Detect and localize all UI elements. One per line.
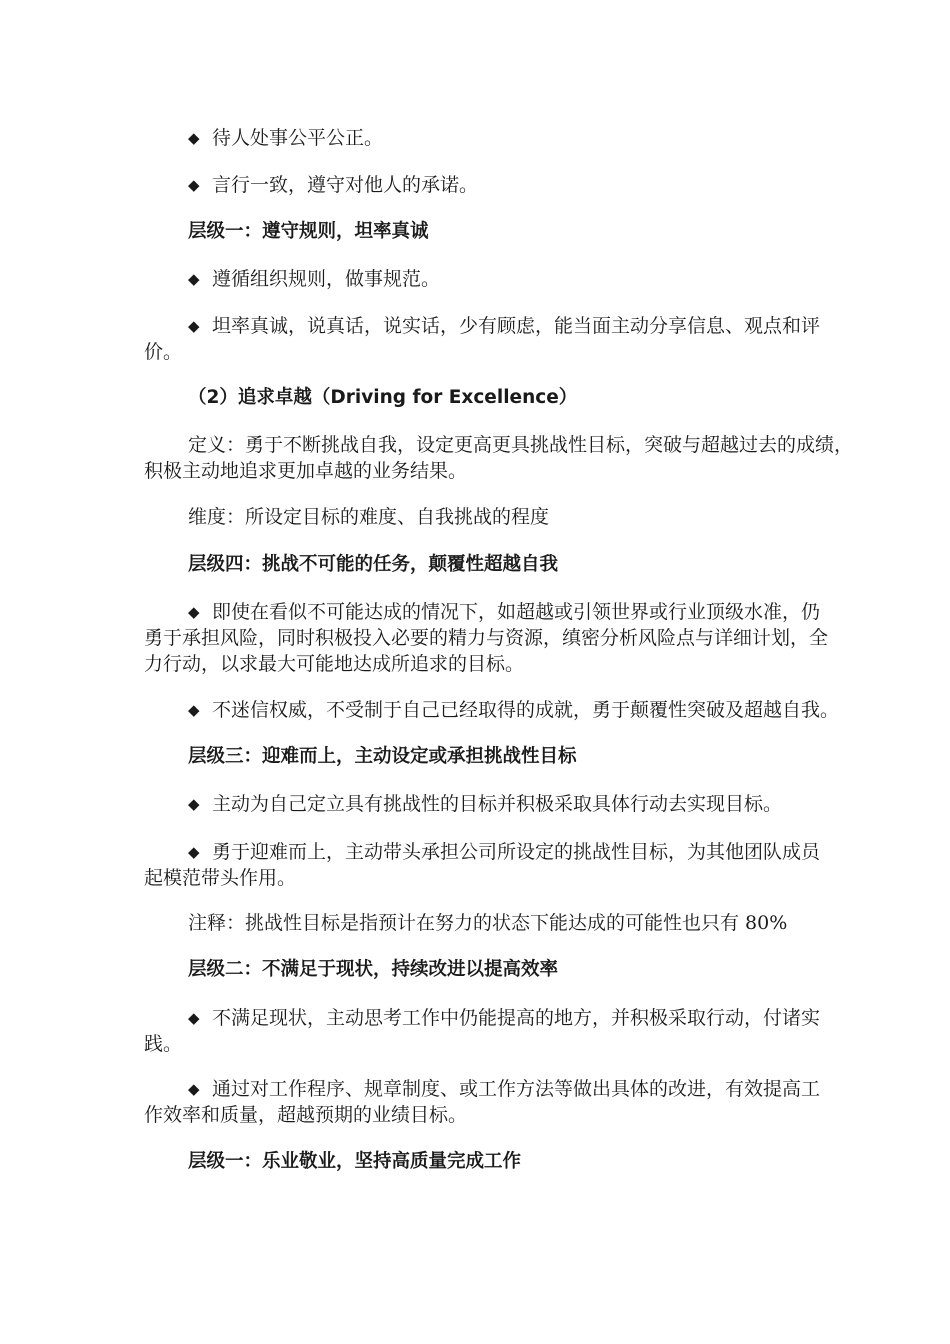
bullet-paragraph [144,1006,914,1056]
bullet-paragraph [144,314,914,364]
bullet-text: 言行一致，遵守对他人的承诺。 [212,174,479,196]
section-heading: （2）追求卓越（Driving for Excellence） [188,387,578,408]
bullet-item [144,792,950,816]
bullet-text: 待人处事公平公正。 [212,127,384,149]
level-heading: 层级一：遵守规则，坦率真诚 [188,221,429,242]
diamond-bullet-icon: ◆ [188,603,200,621]
note-line: 注释：挑战性目标是指预计在努力的状态下能达成的可能性也只有 80% [188,912,788,934]
bullet-text-line: 通过对工作程序、规章制度、或工作方法等做出具体的改进，有效提高工 [212,1078,821,1100]
bullet-text-line: 力行动，以求最大可能地达成所追求的目标。 [144,653,525,675]
diamond-bullet-icon: ◆ [188,795,200,813]
bullet-text-line: 起模范带头作用。 [144,867,297,889]
bullet-text-line: 不满足现状，主动思考工作中仍能提高的地方，并积极采取行动，付诸实 [212,1007,821,1029]
bullet-text: 不迷信权威，不受制于自己已经取得的成就，勇于颠覆性突破及超越自我。 [212,699,840,721]
diamond-bullet-icon: ◆ [188,843,200,861]
diamond-bullet-icon: ◆ [188,129,200,147]
diamond-bullet-icon: ◆ [188,176,200,194]
bullet-text-line: 践。 [144,1033,183,1055]
bullet-text-line: 勇于承担风险，同时积极投入必要的精力与资源，缜密分析风险点与详细计划，全 [144,627,829,649]
diamond-bullet-icon: ◆ [188,701,200,719]
diamond-bullet-icon: ◆ [188,270,200,288]
bullet-item [144,698,950,722]
bullet-paragraph [144,1077,914,1127]
diamond-bullet-icon: ◆ [188,1080,200,1098]
paragraph-line: 积极主动地追求更加卓越的业务结果。 [144,460,468,482]
bullet-text-line: 坦率真诚，说真话，说实话，少有顾虑，能当面主动分享信息、观点和评 [212,315,821,337]
definition-paragraph [144,433,914,483]
dimension-line: 维度：所设定目标的难度、自我挑战的程度 [188,506,550,528]
level-heading: 层级一：乐业敬业，坚持高质量完成工作 [188,1151,522,1172]
bullet-paragraph [144,840,914,890]
diamond-bullet-icon: ◆ [188,317,200,335]
level-heading: 层级三：迎难而上，主动设定或承担挑战性目标 [188,746,577,767]
bullet-text-line: 即使在看似不可能达成的情况下，如超越或引领世界或行业顶级水准，仍 [212,601,821,623]
bullet-item [144,126,950,150]
bullet-text-line: 勇于迎难而上，主动带头承担公司所设定的挑战性目标，为其他团队成员 [212,841,821,863]
level-heading: 层级二：不满足于现状，持续改进以提高效率 [188,959,559,980]
bullet-item [144,267,950,291]
level-heading: 层级四：挑战不可能的任务，颠覆性超越自我 [188,554,559,575]
diamond-bullet-icon: ◆ [188,1009,200,1027]
paragraph-line: 定义：勇于不断挑战自我，设定更高更具挑战性目标，突破与超越过去的成绩， [188,434,854,456]
bullet-text: 遵循组织规则，做事规范。 [212,268,441,290]
bullet-paragraph [144,600,914,676]
bullet-text-line: 作效率和质量，超越预期的业绩目标。 [144,1104,468,1126]
bullet-text-line: 价。 [144,341,183,363]
bullet-text: 主动为自己定立具有挑战性的目标并积极采取具体行动去实现目标。 [212,793,783,815]
bullet-item [144,173,950,197]
